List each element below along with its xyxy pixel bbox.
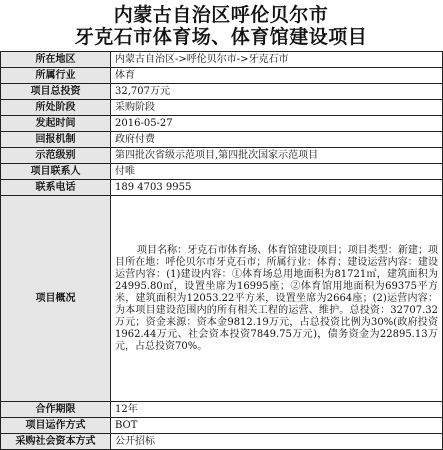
row-stage xyxy=(1,100,443,116)
row-demo-level xyxy=(1,148,443,164)
label-operation-mode: 项目运作方式 xyxy=(1,418,111,434)
value-total-investment: 32,707万元 xyxy=(111,84,443,100)
label-region: 所在地区 xyxy=(1,52,111,68)
row-industry xyxy=(1,68,443,84)
row-procurement-method xyxy=(1,434,443,450)
value-demo-level: 第四批次省级示范项目,第四批次国家示范项目 xyxy=(111,148,443,164)
row-region xyxy=(1,52,443,68)
row-start-date xyxy=(1,116,443,132)
label-contact: 项目联系人 xyxy=(1,164,111,180)
row-return-mechanism xyxy=(1,132,443,148)
project-info-table xyxy=(0,51,443,450)
value-phone: 189 4703 9955 xyxy=(111,180,443,196)
label-return-mechanism: 回报机制 xyxy=(1,132,111,148)
value-start-date: 2016-05-27 xyxy=(111,116,443,132)
row-contact xyxy=(1,164,443,180)
value-cooperation-period: 12年 xyxy=(111,402,443,418)
label-procurement-method: 采购社会资本方式 xyxy=(1,434,111,450)
label-overview: 项目概况 xyxy=(1,196,111,402)
title-line-2: 牙克石市体育场、体育馆建设项目 xyxy=(74,26,368,48)
value-region: 内蒙古自治区->呼伦贝尔市->牙克石市 xyxy=(111,52,443,68)
page-title xyxy=(0,0,442,48)
label-demo-level: 示范级别 xyxy=(1,148,111,164)
value-overview: 项目名称：牙克石市体育场、体育馆建设项目；项目类型：新建；项目所在地：呼伦贝尔市牙克石市；所属行业：体育；建设运营内容：建设运营内容：(1)建设内容：①体育场总用地面积为81721㎡，建筑面积为24995.80㎡，设置坐席为16995座；②体育馆用地面积为69375平方米，建筑面积为12053.22平方米，设置坐席为2664座；(2)运营内容：为本项目建设范围内的所有相关工程的运营、维护。总投资：32707.32万元；资金来源：资本金9812.19万元，占总投资比例为30%(政府投资1962.44万元、社会资本投资7849.75万元)，债务资金为22895.13万元，占总投资70%。 xyxy=(111,196,443,402)
value-industry: 体育 xyxy=(111,68,443,84)
row-overview xyxy=(1,196,443,402)
label-cooperation-period: 合作期限 xyxy=(1,402,111,418)
row-cooperation-period xyxy=(1,402,443,418)
row-total-investment xyxy=(1,84,443,100)
value-return-mechanism: 政府付费 xyxy=(111,132,443,148)
label-phone: 联系电话 xyxy=(1,180,111,196)
label-stage: 所处阶段 xyxy=(1,100,111,116)
label-total-investment: 项目总投资 xyxy=(1,84,111,100)
row-operation-mode xyxy=(1,418,443,434)
label-start-date: 发起时间 xyxy=(1,116,111,132)
value-stage: 采购阶段 xyxy=(111,100,443,116)
row-phone xyxy=(1,180,443,196)
label-industry: 所属行业 xyxy=(1,68,111,84)
value-contact: 付唯 xyxy=(111,164,443,180)
value-procurement-method: 公开招标 xyxy=(111,434,443,450)
title-line-1: 内蒙古自治区呼伦贝尔市 xyxy=(113,4,329,26)
value-operation-mode: BOT xyxy=(111,418,443,434)
